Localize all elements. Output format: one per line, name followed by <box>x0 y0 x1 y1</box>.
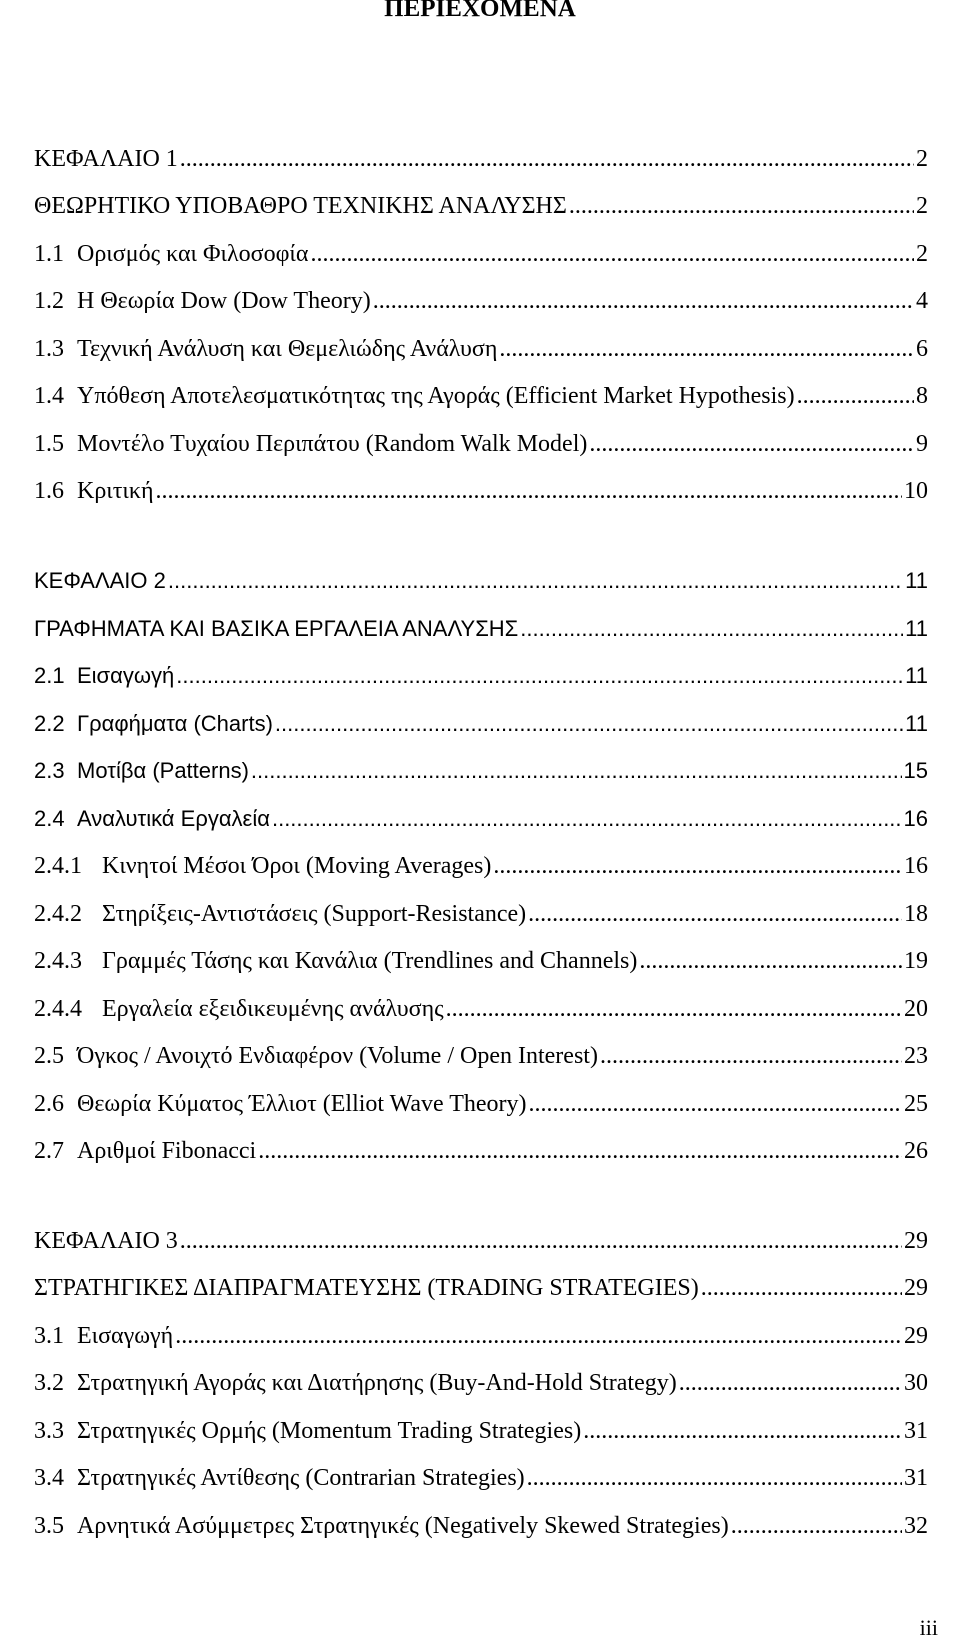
toc-entry-page: 23 <box>904 1043 928 1069</box>
toc-entry-number: 2.5 <box>34 1043 64 1069</box>
toc-entry[interactable] <box>34 191 928 221</box>
toc-entry[interactable] <box>34 709 928 739</box>
toc-entry[interactable] <box>34 1463 928 1493</box>
toc-entry-title: Στηρίξεις-Αντιστάσεις (Support-Resistance) <box>102 901 527 927</box>
dot-leader <box>731 1511 902 1541</box>
toc-entry-page: 31 <box>904 1418 928 1444</box>
toc-entry-title: Στρατηγικές Αντίθεσης (Contrarian Strategies) <box>77 1465 525 1491</box>
toc-entry-title: Ορισμός και Φιλοσοφία <box>77 241 309 267</box>
toc-entry-page: 15 <box>903 758 928 783</box>
toc-entry-page: 8 <box>916 383 928 409</box>
toc-entry-number: 2.4.3 <box>34 948 82 974</box>
toc-entry-title: ΣΤΡΑΤΗΓΙΚΕΣ ΔΙΑΠΡΑΓΜΑΤΕΥΣΗΣ (TRADING STRATEGIES) <box>34 1275 699 1301</box>
dot-leader <box>275 709 903 739</box>
toc-entry-title: ΓΡΑΦΗΜΑΤΑ ΚΑΙ ΒΑΣΙΚΑ ΕΡΓΑΛΕΙΑ ΑΝΑΛΥΣΗΣ <box>34 616 519 641</box>
dot-leader <box>701 1273 902 1303</box>
toc-entry-page: 2 <box>916 241 928 267</box>
toc-entry-title: Η Θεωρία Dow (Dow Theory) <box>77 288 371 314</box>
toc-entry[interactable] <box>34 1226 928 1256</box>
toc-entry[interactable] <box>34 661 928 691</box>
toc-entry-number: 2.4.4 <box>34 996 82 1022</box>
toc-entry[interactable] <box>34 429 928 459</box>
toc-entry-page: 11 <box>905 568 928 593</box>
dot-leader <box>529 1089 902 1119</box>
toc-entry[interactable] <box>34 239 928 269</box>
toc-entry[interactable] <box>34 614 928 644</box>
toc-entry[interactable] <box>34 899 928 929</box>
toc-entry-title: ΘΕΩΡΗΤΙΚΟ ΥΠΟΒΑΘΡΟ ΤΕΧΝΙΚΗΣ ΑΝΑΛΥΣΗΣ <box>34 193 567 219</box>
toc-entry-page: 32 <box>904 1513 928 1539</box>
toc-entry-number: 1.6 <box>34 478 64 504</box>
toc-entry-title: ΚΕΦΑΛΑΙΟ 2 <box>34 568 166 593</box>
toc-entry-page: 11 <box>905 711 928 736</box>
toc-entry-page: 26 <box>904 1138 928 1164</box>
toc-entry-page: 30 <box>904 1370 928 1396</box>
dot-leader <box>373 286 914 316</box>
toc-entry-number: 3.5 <box>34 1513 64 1539</box>
toc-entry-number: 1.2 <box>34 288 64 314</box>
dot-leader <box>446 994 902 1024</box>
dot-leader <box>272 804 902 834</box>
dot-leader <box>180 1226 902 1256</box>
dot-leader <box>258 1136 902 1166</box>
toc-entry-number: 2.7 <box>34 1138 64 1164</box>
toc-entry[interactable] <box>34 286 928 316</box>
toc-entry[interactable] <box>34 334 928 364</box>
toc-entry[interactable] <box>34 566 928 596</box>
dot-leader <box>600 1041 902 1071</box>
toc-entry-page: 29 <box>904 1228 928 1254</box>
toc-entry-number: 2.4 <box>34 806 65 831</box>
toc-entry-title: Γραφήματα (Charts) <box>77 711 273 736</box>
toc-entry[interactable] <box>34 476 928 506</box>
toc-entry[interactable] <box>34 381 928 411</box>
toc-entry-title: Στρατηγικές Ορμής (Momentum Trading Strategies) <box>77 1418 582 1444</box>
toc-entry-title: Υπόθεση Αποτελεσματικότητας της Αγοράς (Efficient Market Hypothesis) <box>77 383 795 409</box>
toc-entry-page: 31 <box>904 1465 928 1491</box>
toc-entry-page: 16 <box>904 853 928 879</box>
toc-entry-number: 2.4.1 <box>34 853 82 879</box>
toc-entry[interactable] <box>34 1136 928 1166</box>
dot-leader <box>527 1463 902 1493</box>
page-number: iii <box>919 1615 938 1640</box>
toc-entry-page: 11 <box>905 663 928 688</box>
dot-leader <box>589 429 914 459</box>
dot-leader <box>583 1416 902 1446</box>
dot-leader <box>156 476 902 506</box>
toc-entry-number: 2.6 <box>34 1091 64 1117</box>
dot-leader <box>310 239 914 269</box>
toc-entry-title: Θεωρία Κύματος Έλλιοτ (Elliot Wave Theory) <box>77 1091 527 1117</box>
toc-entry-title: Εισαγωγή <box>77 1323 174 1349</box>
dot-leader <box>499 334 914 364</box>
toc-entry-page: 25 <box>904 1091 928 1117</box>
toc-entry-title: Κριτική <box>77 478 154 504</box>
dot-leader <box>528 899 902 929</box>
toc-entry-title: Μοτίβα (Patterns) <box>77 758 249 783</box>
toc-entry-page: 11 <box>905 616 928 641</box>
dot-leader <box>251 756 902 786</box>
toc-entry-page: 2 <box>916 193 928 219</box>
toc-entry-number: 3.3 <box>34 1418 64 1444</box>
toc-entry[interactable] <box>34 1041 928 1071</box>
toc-entry[interactable] <box>34 804 928 834</box>
toc-entry-number: 3.1 <box>34 1323 64 1349</box>
toc-title: ΠΕΡΙΕΧΟΜΕΝΑ <box>384 0 576 22</box>
dot-leader <box>175 1321 902 1351</box>
toc-entry-number: 2.1 <box>34 663 65 688</box>
dot-leader <box>679 1368 902 1398</box>
toc-entry[interactable] <box>34 756 928 786</box>
toc-entry[interactable] <box>34 946 928 976</box>
toc-entry[interactable] <box>34 1416 928 1446</box>
toc-entry-title: Εργαλεία εξειδικευμένης ανάλυσης <box>102 996 444 1022</box>
toc-entry[interactable] <box>34 144 928 174</box>
toc-entry-page: 19 <box>904 948 928 974</box>
toc-entry-title: Αριθμοί Fibonacci <box>77 1138 257 1164</box>
toc-entry-title: Τεχνική Ανάλυση και Θεμελιώδης Ανάλυση <box>77 336 498 362</box>
toc-entry[interactable] <box>34 1368 928 1398</box>
toc-entry-title: ΚΕΦΑΛΑΙΟ 1 <box>34 146 178 172</box>
toc-entry-title: Αρνητικά Ασύμμετρες Στρατηγικές (Negatively Skewed Strategies) <box>77 1513 729 1539</box>
toc-entry-page: 29 <box>904 1323 928 1349</box>
toc-entry-page: 2 <box>916 146 928 172</box>
dot-leader <box>569 191 914 221</box>
toc-entry-page: 10 <box>904 478 928 504</box>
toc-entry-number: 3.2 <box>34 1370 64 1396</box>
toc-entry[interactable] <box>34 994 928 1024</box>
toc-entry-title: ΚΕΦΑΛΑΙΟ 3 <box>34 1228 178 1254</box>
toc-entry-title: Γραμμές Τάσης και Κανάλια (Trendlines and Channels) <box>102 948 638 974</box>
dot-leader <box>168 566 903 596</box>
toc-entry[interactable] <box>34 851 928 881</box>
toc-entry-title: Αναλυτικά Εργαλεία <box>77 806 270 831</box>
toc-entry-page: 6 <box>916 336 928 362</box>
toc-entry-title: Στρατηγική Αγοράς και Διατήρησης (Buy-And-Hold Strategy) <box>77 1370 677 1396</box>
toc-entry[interactable] <box>34 1511 928 1541</box>
dot-leader <box>493 851 902 881</box>
toc-entry[interactable] <box>34 1273 928 1303</box>
toc-entry-title: Κινητοί Μέσοι Όροι (Moving Averages) <box>102 853 492 879</box>
toc-entry-number: 1.3 <box>34 336 64 362</box>
toc-entry-title: Εισαγωγή <box>77 663 175 688</box>
toc-entry-number: 2.2 <box>34 711 65 736</box>
dot-leader <box>797 381 914 411</box>
toc-entry-page: 29 <box>904 1275 928 1301</box>
toc-entry-title: Όγκος / Ανοιχτό Ενδιαφέρον (Volume / Open Interest) <box>77 1043 598 1069</box>
toc-entry-page: 18 <box>904 901 928 927</box>
toc-entry-page: 16 <box>903 806 928 831</box>
dot-leader <box>180 144 914 174</box>
toc-entry[interactable] <box>34 1321 928 1351</box>
dot-leader <box>176 661 903 691</box>
toc-entry-page: 20 <box>904 996 928 1022</box>
toc-entry-number: 2.4.2 <box>34 901 82 927</box>
toc-entry-number: 3.4 <box>34 1465 64 1491</box>
toc-entry[interactable] <box>34 1089 928 1119</box>
toc-entry-number: 1.1 <box>34 241 64 267</box>
toc-entry-page: 4 <box>916 288 928 314</box>
dot-leader <box>520 614 903 644</box>
toc-entry-number: 2.3 <box>34 758 65 783</box>
dot-leader <box>639 946 902 976</box>
toc-entry-number: 1.4 <box>34 383 64 409</box>
toc-entry-title: Μοντέλο Τυχαίου Περιπάτου (Random Walk Model) <box>77 431 588 457</box>
toc-entry-number: 1.5 <box>34 431 64 457</box>
toc-entry-page: 9 <box>916 431 928 457</box>
